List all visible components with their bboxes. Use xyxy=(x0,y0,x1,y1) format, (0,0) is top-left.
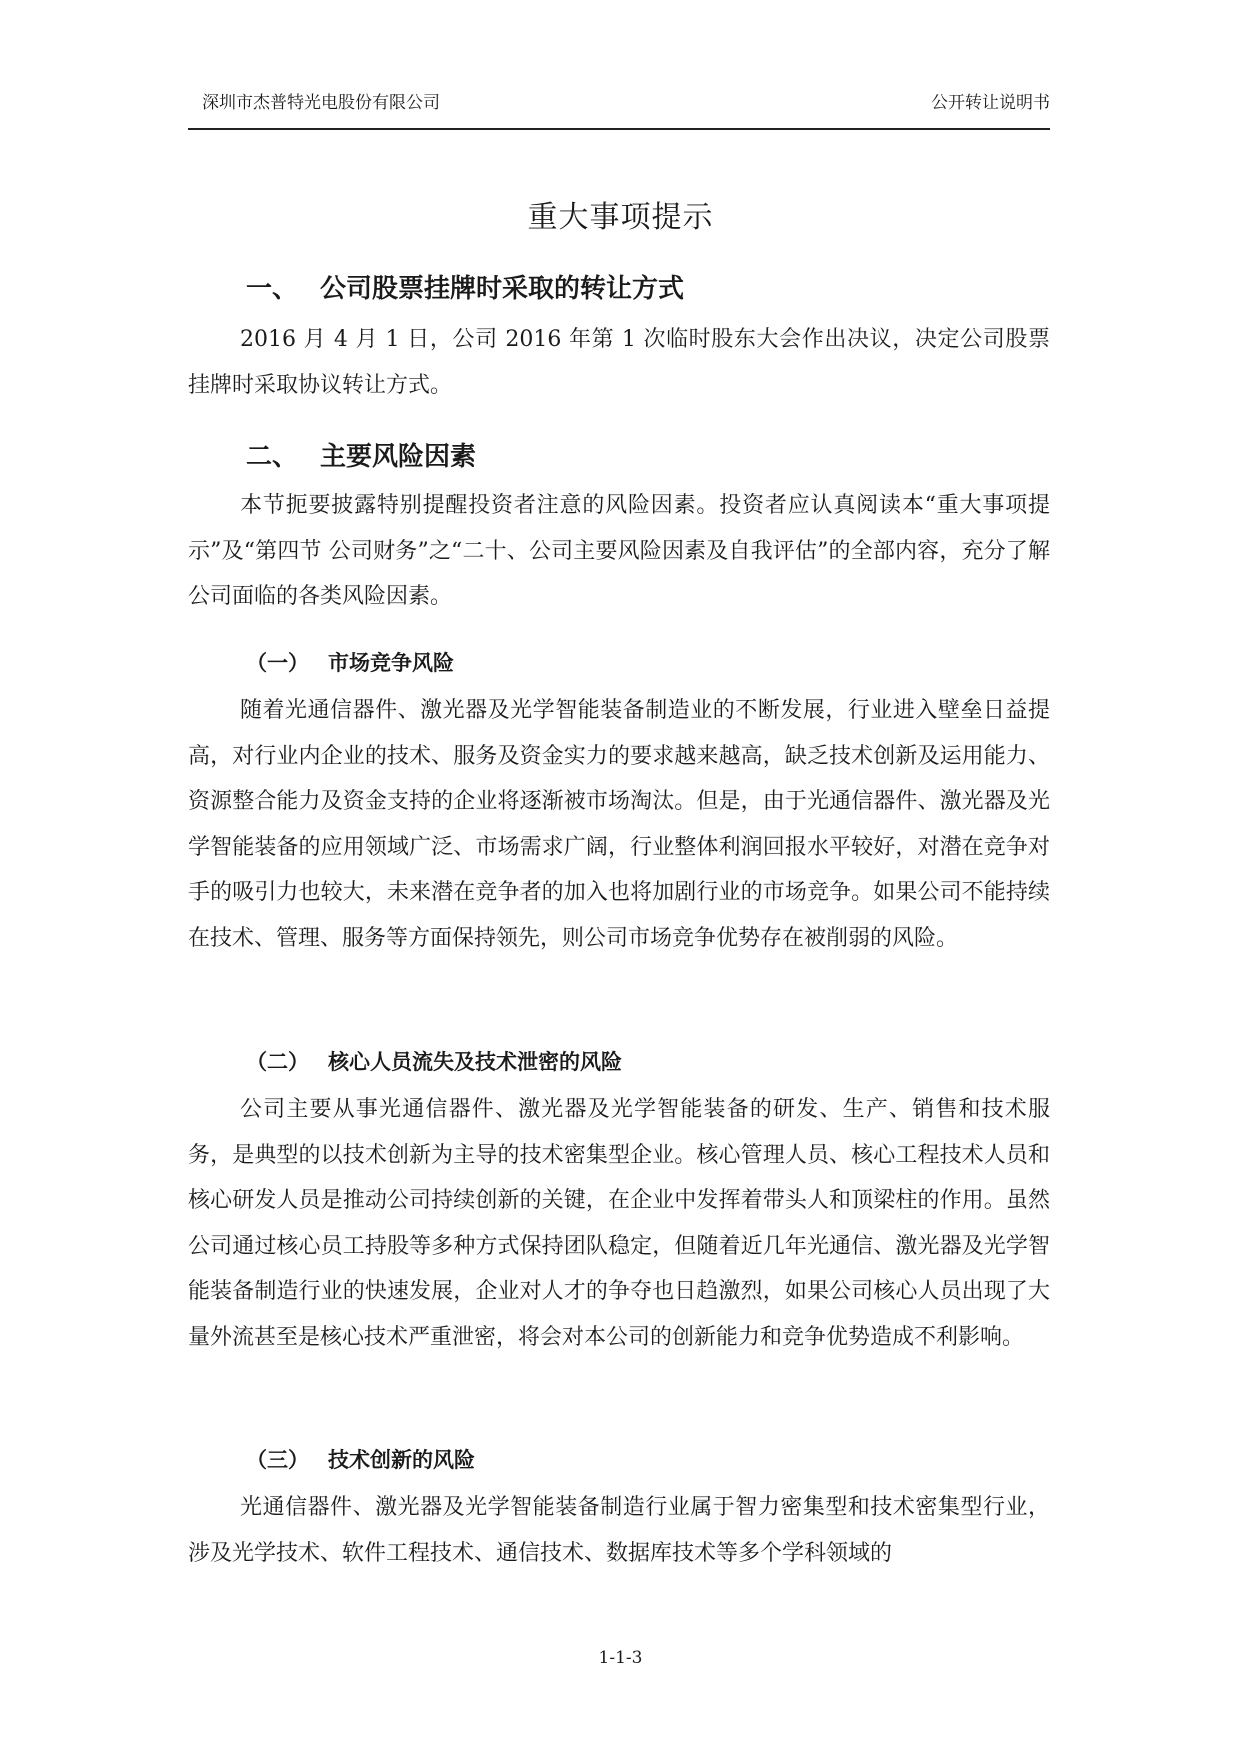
subsection-paragraph-1: 随着光通信器件、激光器及光学智能装备制造业的不断发展，行业进入壁垒日益提高，对行业内企业的技术、服务及资金实力的要求越来越高，缺乏技术创新及运用能力、资源整合能力及资金支持的企业将逐渐被市场淘汰。但是，由于光通信器件、激光器及光学智能装备的应用领域广泛、市场需求广阔，行业整体利润回报水平较好，对潜在竞争对手的吸引力也较大，未来潜在竞争者的加入也将加剧行业的市场竞争。如果公司不能持续在技术、管理、服务等方面保持领先，则公司市场竞争优势存在被削弱的风险。 xyxy=(188,698,1050,951)
section-title: 主要风险因素 xyxy=(320,442,477,472)
subsection-title: 技术创新的风险 xyxy=(328,1448,475,1472)
section-title: 公司股票挂牌时采取的转让方式 xyxy=(320,274,685,304)
section-paragraph-2: 本节扼要披露特别提醒投资者注意的风险因素。投资者应认真阅读本“重大事项提示”及“第四节 公司财务”之“二十、公司主要风险因素及自我评估”的全部内容，充分了解公司面临的各类风险因素。 xyxy=(188,493,1050,609)
section-number: 二、 xyxy=(246,442,299,472)
subsection-heading-3 xyxy=(246,1444,475,1474)
section-number: 一、 xyxy=(246,274,299,304)
subsection-heading-2 xyxy=(246,1046,622,1076)
header-company: 深圳市杰普特光电股份有限公司 xyxy=(202,93,440,113)
subsection-paragraph-3: 光通信器件、激光器及光学智能装备制造行业属于智力密集型和技术密集型行业，涉及光学技术、软件工程技术、通信技术、数据库技术等多个学科领域的 xyxy=(188,1495,1050,1566)
section-heading-2 xyxy=(246,436,476,473)
page-title: 重大事项提示 xyxy=(527,200,714,235)
subsection-title: 市场竞争风险 xyxy=(328,651,454,675)
page-number: 1-1-3 xyxy=(598,1648,643,1668)
subsection-paragraph-2: 公司主要从事光通信器件、激光器及光学智能装备的研发、生产、销售和技术服务，是典型的以技术创新为主导的技术密集型企业。核心管理人员、核心工程技术人员和核心研发人员是推动公司持续创新的关键，在企业中发挥着带头人和顶梁柱的作用。虽然公司通过核心员工持股等多种方式保持团队稳定，但随着近几年光通信、激光器及光学智能装备制造行业的快速发展，企业对人才的争夺也日趋激烈，如果公司核心人员出现了大量外流甚至是核心技术严重泄密，将会对本公司的创新能力和竞争优势造成不利影响。 xyxy=(188,1097,1050,1350)
subsection-number: （一） xyxy=(246,651,309,675)
header-document-title: 公开转让说明书 xyxy=(931,93,1050,113)
section-heading-1 xyxy=(246,268,684,305)
subsection-number: （二） xyxy=(246,1050,309,1074)
section-paragraph-1: 2016 月 4 月 1 日，公司 2016 年第 1 次临时股东大会作出决议，决定公司股票挂牌时采取协议转让方式。 xyxy=(188,327,1050,398)
subsection-title: 核心人员流失及技术泄密的风险 xyxy=(328,1050,622,1074)
page-header xyxy=(188,88,1050,130)
subsection-number: （三） xyxy=(246,1448,309,1472)
subsection-heading-1 xyxy=(246,647,454,677)
